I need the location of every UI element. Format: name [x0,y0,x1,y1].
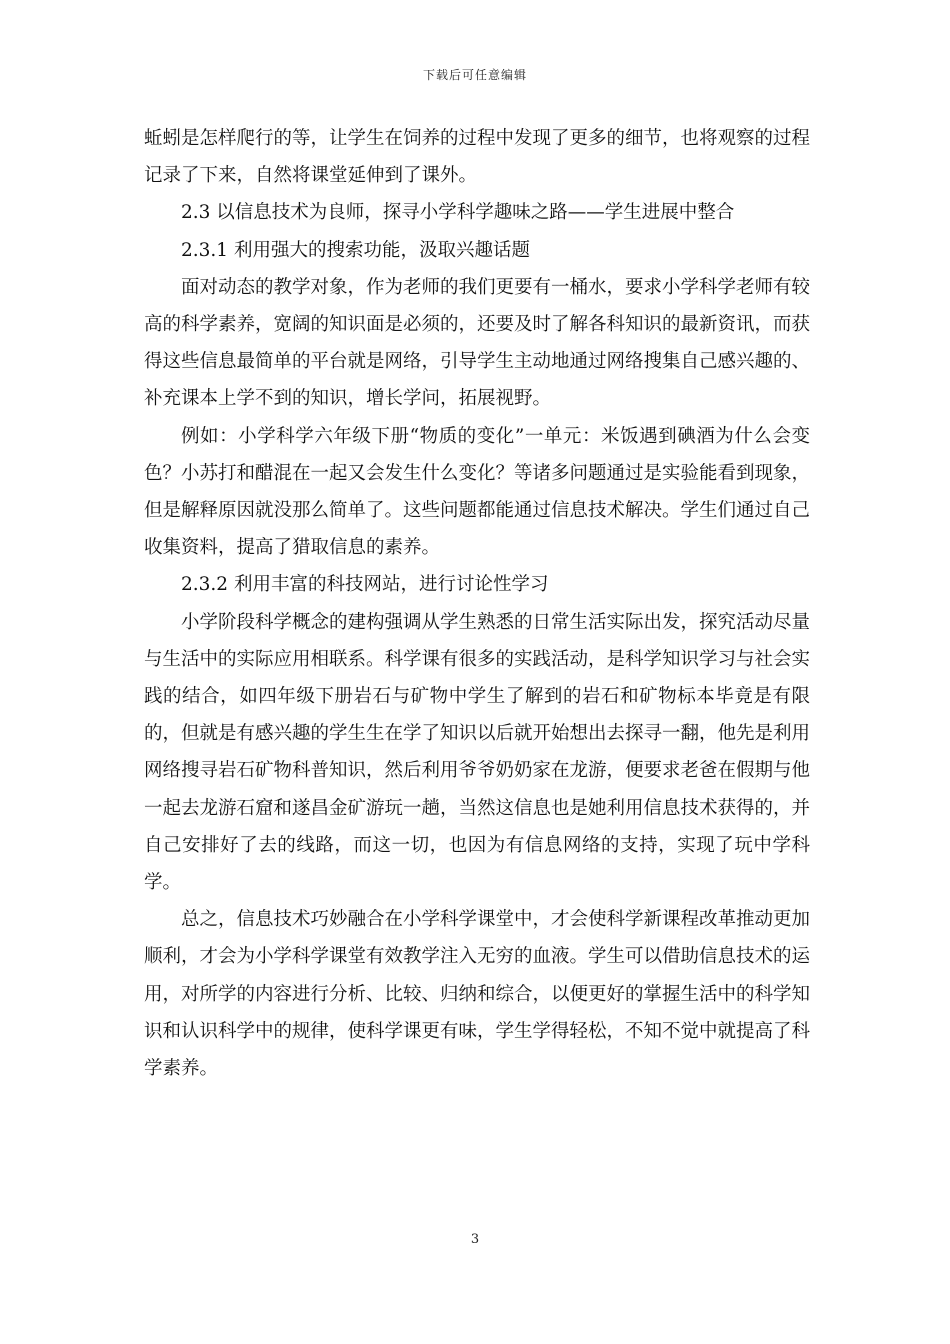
paragraph-example: 例如：小学科学六年级下册“物质的变化”一单元：米饭遇到碘酒为什么会变色？小苏打和醋混在一起又会发生什么变化？等诸多问题通过是实验能看到现象，但是解释原因就没那么简单了。这些问题都能通过信息技术解决。学生们通过自己收集资料，提高了猎取信息的素养。 [144,425,811,559]
subsection-heading-2-3-1: 2.3.1 利用强大的搜索功能，汲取兴趣话题 [181,239,530,261]
section-heading-2-3: 2.3 以信息技术为良师，探寻小学科学趣味之路——学生进展中整合 [181,202,735,224]
paragraph-conclusion: 总之，信息技术巧妙融合在小学科学课堂中，才会使科学新课程改革推动更加顺利，才会为小学科学课堂有效教学注入无穷的血液。学生可以借助信息技术的运用，对所学的内容进行分析、比较、归纳和综合，以便更好的掌握生活中的科学知识和认识科学中的规律，使科学课更有味，学生学得轻松，不知不觉中就提高了科学素养。 [144,909,811,1080]
paragraph-science-concepts: 小学阶段科学概念的建构强调从学生熟悉的日常生活实际出发，探究活动尽量与生活中的实际应用相联系。科学课有很多的实践活动，是科学知识学习与社会实践的结合，如四年级下册岩石与矿物中学生了解到的岩石和矿物标本毕竟是有限的，但就是有感兴趣的学生生在学了知识以后就开始想出去探寻一翻，他先是利用网络搜寻岩石矿物科普知识，然后利用爷爷奶奶家在龙游，便要求老爸在假期与他一起去龙游石窟和遂昌金矿游玩一趟，当然这信息也是她利用信息技术获得的，并自己安排好了去的线路，而这一切，也因为有信息网络的支持，实现了玩中学科学。 [144,611,811,894]
paragraph-teaching-objects: 面对动态的教学对象，作为老师的我们更要有一桶水，要求小学科学老师有较高的科学素养，宽阔的知识面是必须的，还要及时了解各科知识的最新资讯，而获得这些信息最简单的平台就是网络，引导学生主动地通过网络搜集自己感兴趣的、补充课本上学不到的知识，增长学问，拓展视野。 [144,276,811,410]
page-header: 下载后可任意编辑 [422,68,527,82]
subsection-heading-2-3-2: 2.3.2 利用丰富的科技网站，进行讨论性学习 [181,574,549,596]
page-number: 3 [470,1232,480,1247]
document-body [144,120,810,1087]
paragraph-continuation: 蚯蚓是怎样爬行的等，让学生在饲养的过程中发现了更多的细节，也将观察的过程记录了下来，自然将课堂延伸到了课外。 [144,128,811,187]
